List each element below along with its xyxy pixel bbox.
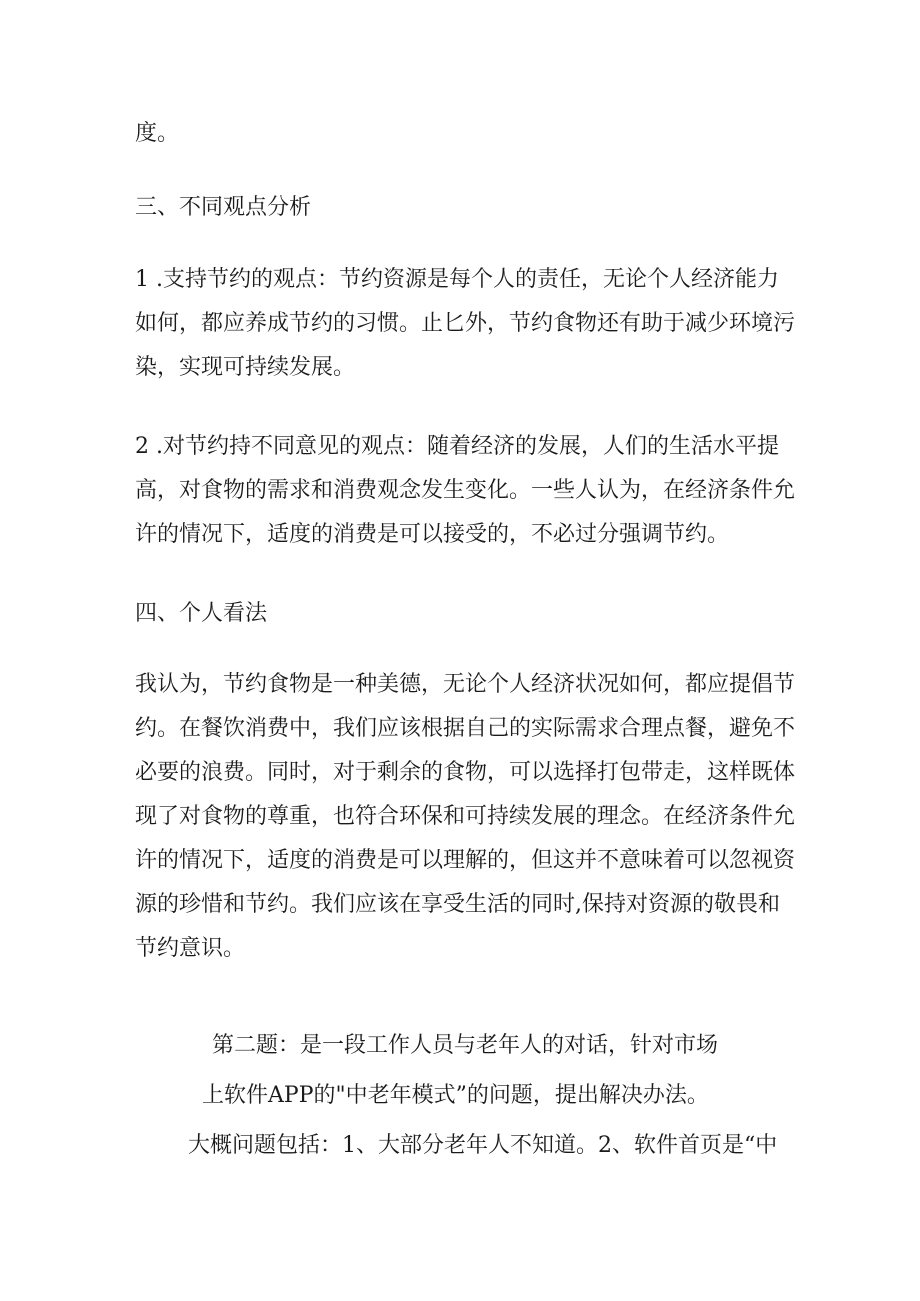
opinion-line: 源的珍惜和节约。我们应该在享受生活的同时,保持对资源的敬畏和 [135, 892, 780, 917]
point-2-line: 2 .对节约持不同意见的观点：随着经济的发展，人们的生活水平提 [135, 434, 779, 459]
fragment-line: 度。 [135, 121, 180, 146]
point-2-paragraph [135, 425, 796, 557]
opinion-line: 我认为，节约食物是一种美德，无论个人经济状况如何，都应提倡节 [135, 672, 796, 697]
opinion-line: 必要的浪费。同时，对于剩余的食物，可以选择打包带走，这样既体 [135, 760, 796, 785]
opinion-paragraph [135, 663, 796, 971]
issues-line: 大概问题包括：1、大部分老年人不知道。2、软件首页是“中 [188, 1133, 778, 1158]
opinion-line: 约。在餐饮消费中，我们应该根据自己的实际需求合理点餐，避免不 [135, 716, 796, 741]
point-1-line: 如何，都应养成节约的习惯。止匕外，节约食物还有助于减少环境污 [135, 311, 796, 336]
question-2-line-2: 上软件APP的"中老年模式”的问题，提出解决办法。 [202, 1083, 709, 1108]
opinion-line: 节约意识。 [135, 936, 246, 961]
section-3-heading: 三、不同观点分析 [135, 195, 312, 220]
point-1-paragraph [135, 258, 796, 390]
question-2-line-1: 第二题：是一段工作人员与老年人的对话，针对市场 [212, 1033, 719, 1058]
point-1-line: 1 .支持节约的观点：节约资源是每个人的责任，无论个人经济能力 [135, 267, 779, 292]
point-2-line: 高，对食物的需求和消费观念发生变化。一些人认为，在经济条件允 [135, 478, 796, 503]
opinion-line: 许的情况下，适度的消费是可以理解的，但这并不意味着可以忽视资 [135, 848, 796, 873]
section-4-heading: 四、个人看法 [135, 601, 268, 626]
point-1-line: 染，实现可持续发展。 [135, 355, 356, 380]
opinion-line: 现了对食物的尊重，也符合环保和可持续发展的理念。在经济条件允 [135, 804, 796, 829]
point-2-line: 许的情况下，适度的消费是可以接受的，不必过分强调节约。 [135, 522, 730, 547]
